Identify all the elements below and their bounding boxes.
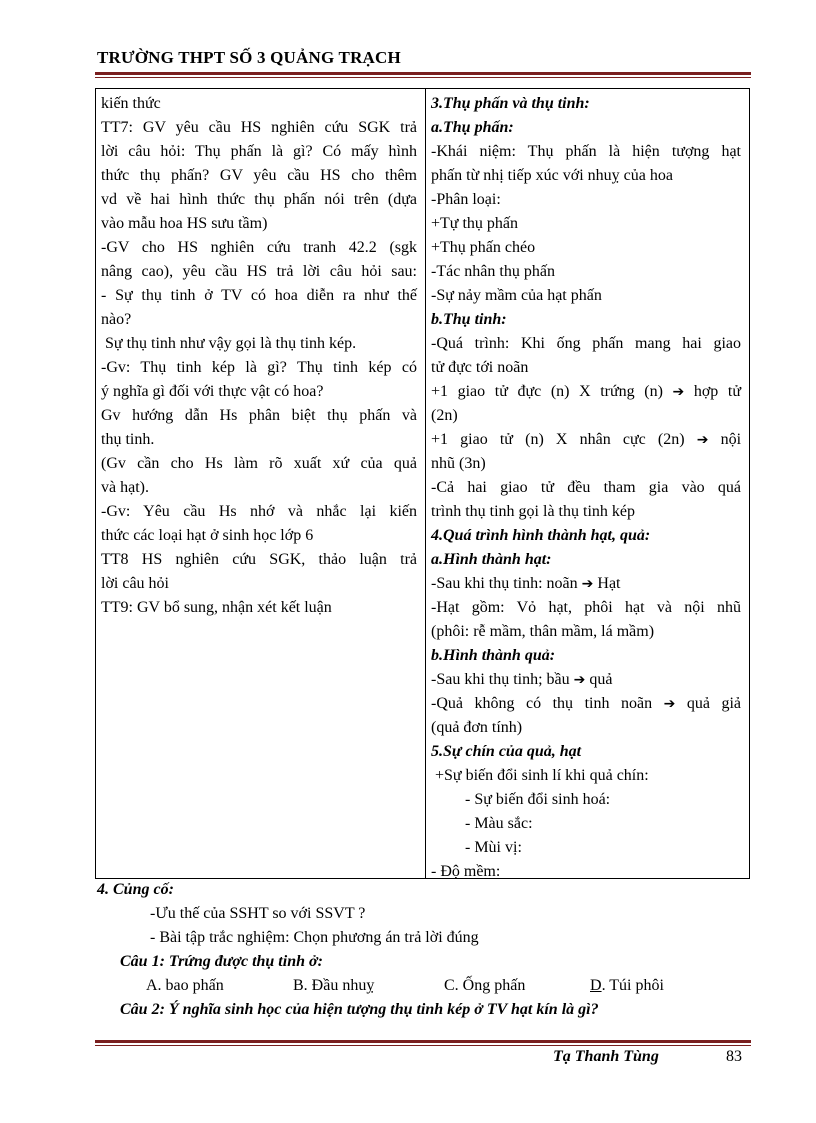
author-name: Tạ Thanh Tùng <box>553 1048 659 1065</box>
line-text: hợp tử <box>693 383 742 400</box>
subsection-heading: a.Thụ phấn: <box>431 119 514 136</box>
teacher-activity-column <box>101 92 417 620</box>
arrow-icon: ➔ <box>581 576 594 592</box>
subsection-heading: b.Thụ tinh: <box>431 311 507 328</box>
left-line: -Gv: Thụ tinh kép là gì? Thụ tinh kép có <box>101 359 417 376</box>
right-line <box>431 692 741 716</box>
right-line: -Hạt gồm: Vỏ hạt, phôi hạt và nội nhũ <box>431 599 741 616</box>
left-line: kiến thức <box>101 95 161 112</box>
right-line: +Sự biến đổi sinh lí khi quả chín: <box>435 767 649 784</box>
arrow-icon: ➔ <box>663 696 676 712</box>
left-line: thụ tinh. <box>101 431 155 448</box>
left-line: (Gv cần cho Hs làm rõ xuất xứ của quả <box>101 455 417 472</box>
right-line <box>431 380 741 404</box>
line-text: +1 giao tử đực (n) X trứng (n) <box>431 383 663 400</box>
line-text: quả giả <box>686 695 742 712</box>
left-line: vào mẫu hoa HS sưu tầm) <box>101 215 268 232</box>
header-title: TRƯỜNG THPT SỐ 3 QUẢNG TRẠCH <box>97 48 401 67</box>
right-line: phấn từ nhị tiếp xúc với nhuỵ của hoa <box>431 167 673 184</box>
left-line: - Sự thụ tinh ở TV có hoa diễn ra như thế <box>101 287 417 304</box>
right-line: -Cả hai giao tử đều tham gia vào quá <box>431 479 741 496</box>
line-text: +1 giao tử (n) X nhân cực (2n) <box>431 431 685 448</box>
column-divider <box>425 89 426 878</box>
section-heading: 4.Quá trình hình thành hạt, quả: <box>431 527 651 544</box>
line-text: quả <box>589 671 613 688</box>
right-line: -Sự nảy mầm của hạt phấn <box>431 287 602 304</box>
left-line: lời câu hỏi: Thụ phấn là gì? Có mấy hình <box>101 143 417 160</box>
arrow-icon: ➔ <box>696 432 709 448</box>
left-line: -Gv: Yêu cầu Hs nhớ và nhắc lại kiến <box>101 503 417 520</box>
right-line: +Thụ phấn chéo <box>431 239 536 256</box>
right-line <box>431 572 741 596</box>
left-line: thức các loại hạt ở sinh học lớp 6 <box>101 527 314 544</box>
option-d <box>590 974 664 998</box>
line-text: -Quả không có thụ tinh noãn <box>431 695 653 712</box>
left-line: -GV cho HS nghiên cứu tranh 42.2 (sgk <box>101 239 417 256</box>
option-d-letter: D <box>590 977 602 994</box>
right-line <box>431 668 741 692</box>
arrow-icon: ➔ <box>672 384 685 400</box>
right-line: nhũ (3n) <box>431 455 486 472</box>
line-text: -Sau khi thụ tinh: noãn <box>431 575 578 592</box>
left-line: Gv hướng dẫn Hs phân biệt thụ phấn và <box>101 407 417 424</box>
right-line: (phôi: rễ mầm, thân mầm, lá mầm) <box>431 623 655 640</box>
section-heading: 5.Sự chín của quả, hạt <box>431 743 582 760</box>
option-a: A. bao phấn <box>146 977 224 994</box>
left-line: và hạt). <box>101 479 149 496</box>
option-c: C. Ống phấn <box>444 977 526 994</box>
left-line: vd về hai hình thức thụ phấn nói trên (dựa <box>101 191 417 208</box>
left-line: Sự thụ tinh như vậy gọi là thụ tinh kép. <box>101 335 357 352</box>
left-line: ý nghĩa gì đối với thực vật có hoa? <box>101 383 324 400</box>
left-line: thức thụ phấn? GV yêu cầu HS cho thêm <box>101 167 417 184</box>
arrow-icon: ➔ <box>573 672 586 688</box>
right-line: -Khái niệm: Thụ phấn là hiện tượng hạt <box>431 143 741 160</box>
right-line: - Sự biến đổi sinh hoá: <box>465 791 611 808</box>
right-line: -Tác nhân thụ phấn <box>431 263 555 280</box>
left-line: TT8 HS nghiên cứu SGK, thảo luận trả <box>101 551 417 568</box>
section-heading: 3.Thụ phấn và thụ tinh: <box>431 95 590 112</box>
consolidation-point: - Bài tập trắc nghiệm: Chọn phương án trả lời đúng <box>150 929 479 946</box>
right-line: - Độ mềm: <box>431 863 501 880</box>
question-1: Câu 1: Trứng được thụ tinh ở: <box>120 953 323 970</box>
header-rule <box>95 72 751 78</box>
content-column <box>431 92 741 884</box>
left-line: nâng cao), yêu cầu HS trả lời câu hỏi sau: <box>101 263 417 280</box>
left-line: TT7: GV yêu cầu HS nghiên cứu SGK trả <box>101 119 417 136</box>
subsection-heading: b.Hình thành quả: <box>431 647 556 664</box>
option-b: B. Đầu nhuỵ <box>293 977 375 994</box>
left-line: TT9: GV bổ sung, nhận xét kết luận <box>101 599 332 616</box>
page-number: 83 <box>726 1048 742 1065</box>
right-line: -Quá trình: Khi ống phấn mang hai giao <box>431 335 741 352</box>
lesson-table <box>95 88 750 879</box>
question-2: Câu 2: Ý nghĩa sinh học của hiện tượng thụ tinh kép ở TV hạt kín là gì? <box>120 1001 599 1018</box>
right-line: (2n) <box>431 407 458 424</box>
right-line: tử đực tới noãn <box>431 359 529 376</box>
right-line: +Tự thụ phấn <box>431 215 519 232</box>
right-line: (quả đơn tính) <box>431 719 523 736</box>
right-line: - Mùi vị: <box>465 839 522 856</box>
left-line: lời câu hỏi <box>101 575 169 592</box>
right-line <box>431 428 741 452</box>
consolidation-heading: 4. Củng cố: <box>97 881 174 898</box>
left-line: nào? <box>101 311 132 328</box>
line-text: Hạt <box>597 575 621 592</box>
consolidation-point: -Ưu thế của SSHT so với SSVT ? <box>150 905 366 922</box>
option-d-text: . Túi phôi <box>601 977 664 994</box>
footer-rule <box>95 1040 751 1046</box>
line-text: -Sau khi thụ tinh; bầu <box>431 671 570 688</box>
subsection-heading: a.Hình thành hạt: <box>431 551 552 568</box>
right-line: - Màu sắc: <box>465 815 533 832</box>
right-line: -Phân loại: <box>431 191 501 208</box>
right-line: trình thụ tinh gọi là thụ tinh kép <box>431 503 635 520</box>
line-text: nội <box>720 431 742 448</box>
